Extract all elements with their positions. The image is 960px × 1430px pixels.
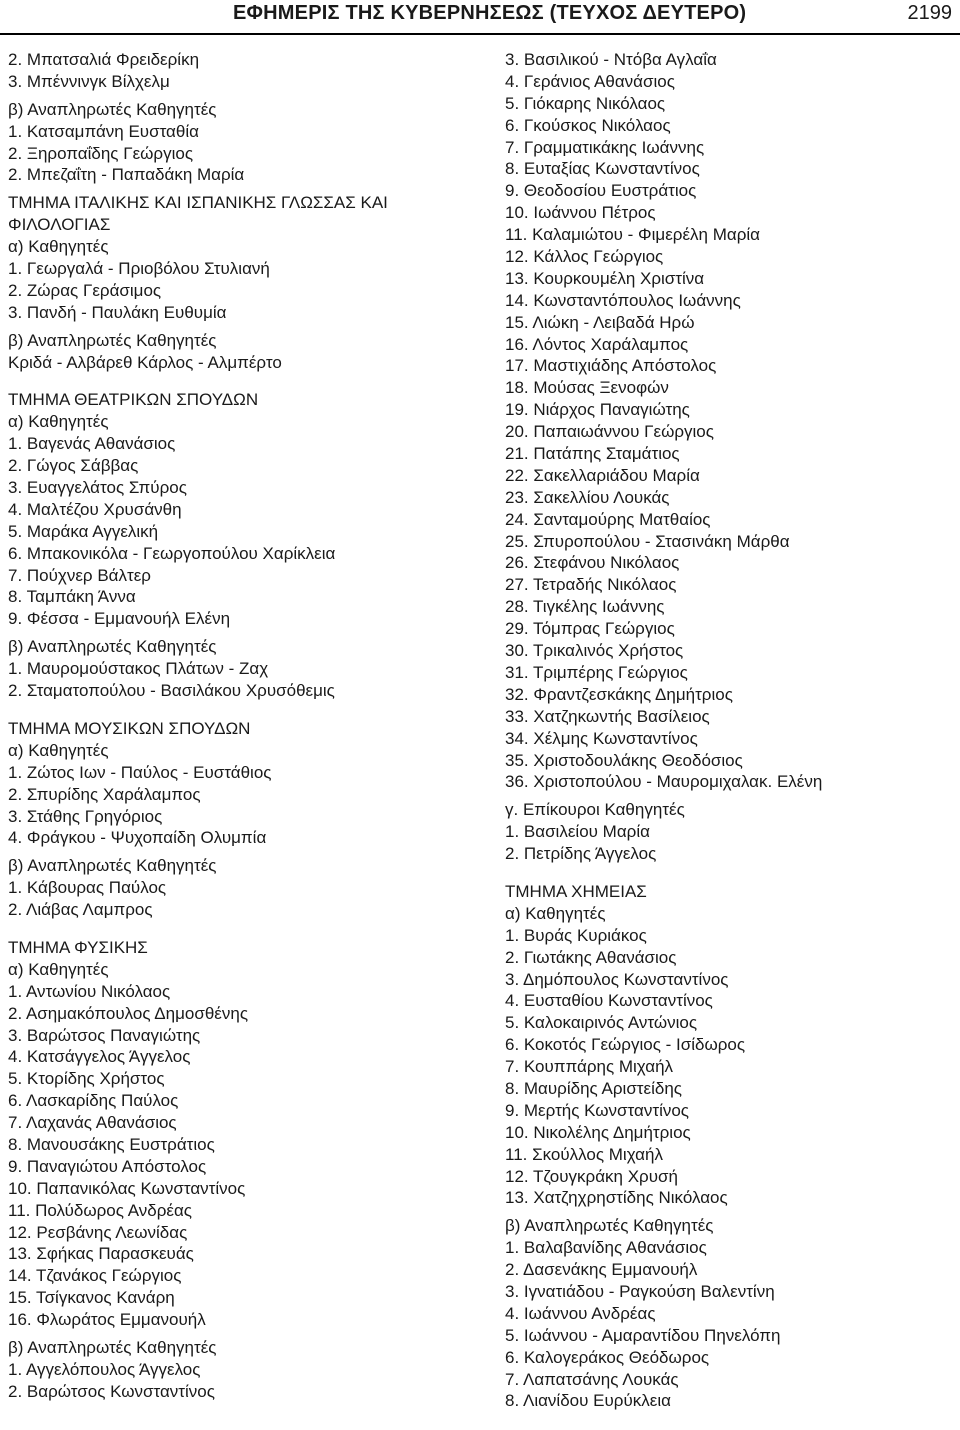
list-item: 2. Μπατσαλιά Φρειδερίκη xyxy=(8,50,200,69)
list-item: 1. Αντωνίου Νικόλαος xyxy=(8,981,171,1001)
list-item: 7. Γραμματικάκης Ιωάννης xyxy=(505,137,705,157)
list-item: 4. Ιωάννου Ανδρέας xyxy=(505,1303,656,1323)
list-item: 9. Μερτής Κωνσταντίνος xyxy=(505,1100,689,1120)
list-item: 2. Βαρώτσος Κωνσταντίνος xyxy=(8,1381,215,1401)
list-item: 10. Νικολέλης Δημήτριος xyxy=(505,1122,691,1142)
list-item: 20. Παπαιωάννου Γεώργιος xyxy=(505,422,714,442)
list-item: 14. Τζανάκος Γεώργιος xyxy=(8,1266,182,1286)
list-item: 6. Μπακονικόλα - Γεωργοπούλου Χαρίκλεια xyxy=(8,543,336,563)
subsection-heading: α) Καθηγητές xyxy=(8,740,109,760)
list-item: 11. Σκούλλος Μιχαήλ xyxy=(505,1144,663,1164)
subsection-heading: β) Αναπληρωτές Καθηγητές xyxy=(8,330,217,350)
list-item: 34. Χέλμης Κωνσταντίνος xyxy=(505,728,698,748)
list-item: 3. Στάθης Γρηγόριος xyxy=(8,806,163,826)
list-item: 22. Σακελλαριάδου Μαρία xyxy=(505,465,700,485)
list-item: 6. Κοκοτός Γεώργιος - Ισίδωρος xyxy=(505,1035,746,1055)
list-item: 2. Λιάβας Λαμπρος xyxy=(8,900,153,920)
list-item: 35. Χριστοδουλάκης Θεοδόσιος xyxy=(505,750,743,770)
list-item: 5. Ιωάννου - Αμαραντίδου Πηνελόπη xyxy=(505,1325,781,1345)
list-item: 1. Βαλαβανίδης Αθανάσιος xyxy=(505,1238,707,1258)
subsection-heading: β) Αναπληρωτές Καθηγητές xyxy=(8,99,217,119)
list-item: 2. Ξηροπαΐδης Γεώργιος xyxy=(8,143,194,163)
left-column xyxy=(8,49,448,1403)
list-item: 18. Μούσας Ξενοφών xyxy=(505,378,669,398)
list-item: 1. Αγγελόπουλος Άγγελος xyxy=(8,1359,201,1379)
list-item: 5. Μαράκα Αγγελική xyxy=(8,521,159,541)
list-item: 3. Δημόπουλος Κωνσταντίνος xyxy=(505,969,729,989)
list-item: 4. Μαλτέζου Χρυσάνθη xyxy=(8,499,182,519)
list-item: 3. Βασιλικού - Ντόβα Αγλαΐα xyxy=(505,50,717,69)
list-item: 15. Λιώκη - Λειβαδά Ηρώ xyxy=(505,312,695,332)
list-item: 2. Σταματοπούλου - Βασιλάκου Χρυσόθεμις xyxy=(8,681,335,701)
gazette-title: ΕΦΗΜΕΡΙΣ ΤΗΣ ΚΥΒΕΡΝΗΣΕΩΣ (ΤΕΥΧΟΣ ΔΕΥΤΕΡΟ) xyxy=(233,2,747,24)
list-item: 4. Ευσταθίου Κωνσταντίνος xyxy=(505,991,713,1011)
header-divider xyxy=(0,33,960,35)
list-item: 28. Τιγκέλης Ιωάννης xyxy=(505,597,665,617)
list-item: 31. Τριμπέρης Γεώργιος xyxy=(505,662,688,682)
list-item: 13. Σφήκας Παρασκευάς xyxy=(8,1244,194,1264)
list-item: 1. Βυράς Κυριάκος xyxy=(505,925,647,945)
list-item: 5. Καλοκαιρινός Αντώνιος xyxy=(505,1013,698,1033)
list-item: 12. Κάλλος Γεώργιος xyxy=(505,247,664,267)
list-item: 7. Λαχανάς Αθανάσιος xyxy=(8,1113,177,1133)
list-item: 2. Μπεζαΐτη - Παπαδάκη Μαρία xyxy=(8,165,245,185)
list-item: 3. Βαρώτσος Παναγιώτης xyxy=(8,1025,201,1045)
list-item: 1. Κάβουρας Παύλος xyxy=(8,878,167,898)
list-item: 2. Γιωτάκης Αθανάσιος xyxy=(505,947,677,967)
list-item: 12. Ρεσβάνης Λεωνίδας xyxy=(8,1222,188,1242)
page-number: 2199 xyxy=(907,2,952,24)
subsection-heading: β) Αναπληρωτές Καθηγητές xyxy=(8,1337,217,1357)
list-item: 13. Χατζηχρηστίδης Νικόλαος xyxy=(505,1188,728,1208)
list-item: 16. Λόντος Χαράλαμπος xyxy=(505,334,689,354)
list-item: 1. Βασιλείου Μαρία xyxy=(505,822,650,842)
list-item: 2. Ζώρας Γεράσιμος xyxy=(8,280,162,300)
list-item: 3. Μπέννινγκ Βίλχελμ xyxy=(8,71,170,91)
list-item: 9. Παναγιώτου Απόστολος xyxy=(8,1156,207,1176)
list-item: 36. Χριστοπούλου - Μαυρομιχαλακ. Ελένη xyxy=(505,772,823,792)
subsection-heading: β) Αναπληρωτές Καθηγητές xyxy=(505,1216,714,1236)
list-item: 1. Μαυρομούστακος Πλάτων - Ζαχ xyxy=(8,659,269,679)
subsection-heading: γ. Επίκουροι Καθηγητές xyxy=(505,800,685,820)
department-heading: ΤΜΗΜΑ ΙΤΑΛΙΚΗΣ ΚΑΙ ΙΣΠΑΝΙΚΗΣ ΓΛΩΣΣΑΣ ΚΑΙ xyxy=(8,193,388,213)
department-heading: ΤΜΗΜΑ ΧΗΜΕΙΑΣ xyxy=(505,881,647,901)
list-item: 1. Κατσαμπάνη Ευσταθία xyxy=(8,121,199,141)
list-item: 11. Καλαμιώτου - Φιμερέλη Μαρία xyxy=(505,225,760,245)
subsection-heading: β) Αναπληρωτές Καθηγητές xyxy=(8,637,217,657)
list-item: 7. Πούχνερ Βάλτερ xyxy=(8,565,151,585)
list-item: 32. Φραντζεσκάκης Δημήτριος xyxy=(505,684,733,704)
list-item: 26. Στεφάνου Νικόλαος xyxy=(505,553,680,573)
list-item: 6. Γκούσκος Νικόλαος xyxy=(505,115,671,135)
list-item: 4. Γεράνιος Αθανάσιος xyxy=(505,71,675,91)
list-item: 21. Πατάπης Σταμάτιος xyxy=(505,444,680,464)
list-item: 2. Δασενάκης Εμμανουήλ xyxy=(505,1260,698,1280)
list-item: 2. Γώγος Σάββας xyxy=(8,456,139,476)
list-item: 5. Κτορίδης Χρήστος xyxy=(8,1069,165,1089)
list-item: 16. Φλωράτος Εμμανουήλ xyxy=(8,1310,206,1330)
list-item: 8. Μαυρίδης Αριστείδης xyxy=(505,1078,682,1098)
list-item: 19. Νιάρχος Παναγιώτης xyxy=(505,400,690,420)
list-item: 1. Βαγενάς Αθανάσιος xyxy=(8,434,176,454)
list-item: 29. Τόμπρας Γεώργιος xyxy=(505,619,675,639)
list-item: Κριδά - Αλβάρεθ Κάρλος - Αλμπέρτο xyxy=(8,352,282,372)
list-item: 3. Πανδή - Παυλάκη Ευθυμία xyxy=(8,302,227,322)
list-item: 14. Κωνσταντόπουλος Ιωάννης xyxy=(505,290,741,310)
list-item: 10. Παπανικόλας Κωνσταντίνος xyxy=(8,1178,246,1198)
list-item: 8. Λιανίδου Ευρύκλεια xyxy=(505,1391,671,1411)
list-item: 6. Λασκαρίδης Παύλος xyxy=(8,1091,179,1111)
list-item: 13. Κουρκουμέλη Χριστίνα xyxy=(505,268,705,288)
department-heading: ΤΜΗΜΑ ΘΕΑΤΡΙΚΩΝ ΣΠΟΥΔΩΝ xyxy=(8,390,259,410)
subsection-heading: β) Αναπληρωτές Καθηγητές xyxy=(8,856,217,876)
department-heading: ΦΙΛΟΛΟΓΙΑΣ xyxy=(8,215,111,235)
list-item: 12. Τζουγκράκη Χρυσή xyxy=(505,1166,678,1186)
list-item: 2. Πετρίδης Άγγελος xyxy=(505,844,657,864)
list-item: 1. Γεωργαλά - Πριοβόλου Στυλιανή xyxy=(8,259,270,279)
list-item: 30. Τρικαλινός Χρήστος xyxy=(505,641,684,661)
list-item: 11. Πολύδωρος Ανδρέας xyxy=(8,1200,192,1220)
subsection-heading: α) Καθηγητές xyxy=(8,959,109,979)
list-item: 2. Σπυρίδης Χαράλαμπος xyxy=(8,784,201,804)
list-item: 9. Φέσσα - Εμμανουήλ Ελένη xyxy=(8,609,231,629)
subsection-heading: α) Καθηγητές xyxy=(8,237,109,257)
list-item: 23. Σακελλίου Λουκάς xyxy=(505,487,670,507)
list-item: 27. Τετραδής Νικόλαος xyxy=(505,575,677,595)
list-item: 1. Ζώτος Ιων - Παύλος - Ευστάθιος xyxy=(8,762,272,782)
subsection-heading: α) Καθηγητές xyxy=(8,412,109,432)
list-item: 4. Φράγκου - Ψυχοπαίδη Ολυμπία xyxy=(8,828,267,848)
list-item: 15. Τσίγκανος Κανάρη xyxy=(8,1288,175,1308)
page-header xyxy=(0,0,960,34)
list-item: 9. Θεοδοσίου Ευστράτιος xyxy=(505,181,697,201)
list-item: 3. Ευαγγελάτος Σπύρος xyxy=(8,478,187,498)
list-item: 17. Μαστιχιάδης Απόστολος xyxy=(505,356,717,376)
list-item: 24. Σανταμούρης Ματθαίος xyxy=(505,509,711,529)
list-item: 10. Ιωάννου Πέτρος xyxy=(505,203,656,223)
right-column xyxy=(505,49,945,1412)
list-item: 8. Ευταξίας Κωνσταντίνος xyxy=(505,159,700,179)
list-item: 8. Μανουσάκης Ευστράτιος xyxy=(8,1134,215,1154)
list-item: 6. Καλογεράκος Θεόδωρος xyxy=(505,1347,710,1367)
department-heading: ΤΜΗΜΑ ΦΥΣΙΚΗΣ xyxy=(8,937,148,957)
list-item: 7. Λαπατσάνης Λουκάς xyxy=(505,1369,679,1389)
list-item: 8. Ταμπάκη Άννα xyxy=(8,587,136,607)
list-item: 5. Γιόκαρης Νικόλαος xyxy=(505,93,666,113)
list-item: 33. Χατζηκωντής Βασίλειος xyxy=(505,706,710,726)
subsection-heading: α) Καθηγητές xyxy=(505,903,606,923)
list-item: 3. Ιγνατιάδου - Ραγκούση Βαλεντίνη xyxy=(505,1281,775,1301)
list-item: 7. Κουππάρης Μιχαήλ xyxy=(505,1057,674,1077)
list-item: 4. Κατσάγγελος Άγγελος xyxy=(8,1047,191,1067)
department-heading: ΤΜΗΜΑ ΜΟΥΣΙΚΩΝ ΣΠΟΥΔΩΝ xyxy=(8,718,251,738)
list-item: 25. Σπυροπούλου - Στασινάκη Μάρθα xyxy=(505,531,790,551)
list-item: 2. Ασημακόπουλος Δημοσθένης xyxy=(8,1003,249,1023)
